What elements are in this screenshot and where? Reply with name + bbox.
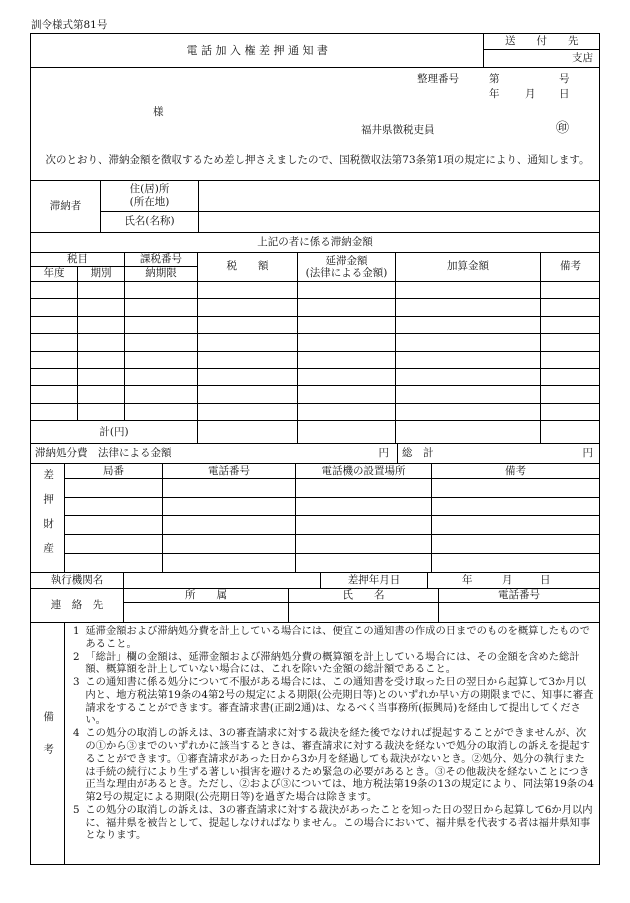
table-cell <box>296 554 432 573</box>
table-cell <box>396 282 541 299</box>
table-cell <box>125 282 198 299</box>
notes-section <box>31 623 599 864</box>
go-label: 号 <box>559 73 570 85</box>
table-cell <box>125 404 198 421</box>
contact-label: 連 絡 先 <box>31 589 124 622</box>
table-cell <box>541 317 600 334</box>
table-cell <box>396 352 541 369</box>
amount-table <box>31 253 599 444</box>
col-due-date: 納期限 <box>125 267 198 282</box>
table-cell <box>78 282 125 299</box>
table-cell <box>432 479 599 498</box>
col-tax-amount: 税 額 <box>198 253 298 282</box>
table-cell <box>125 317 198 334</box>
table-cell <box>78 369 125 386</box>
total-late <box>298 421 396 443</box>
year-label: 年 <box>489 88 500 100</box>
reference-number-label: 整理番号 <box>417 73 459 85</box>
notice-form <box>30 33 600 865</box>
contact-name: 氏 名 <box>289 589 439 602</box>
taxpayer-section <box>31 181 599 233</box>
col-station: 局番 <box>65 464 163 479</box>
table-cell <box>298 352 396 369</box>
note-item: 2 「総計」欄の金額は、延滞金額および滞納処分費の概算額を計上している場合には、その金額を含めた総計額、概算額を計上していない場合には、これを除いた金額の総計額であること。 <box>73 650 580 676</box>
table-cell <box>65 516 163 535</box>
seized-table <box>65 464 599 572</box>
table-cell <box>78 334 125 351</box>
col-period: 期別 <box>78 267 125 282</box>
table-cell <box>65 554 163 573</box>
note-item: 3 この通知書に係る処分について不服がある場合には、この通知書を受け取った日の翌日から起算して3か月以内と、地方税法第19条の4第2号の規定による期限(公売期日等)とのいずれか早い方の期限までに、知事に審査請求をすることができます。審査請求書(正副2通)は、なるべく当事務所(振興局)を経由して提出してください。 <box>73 676 594 727</box>
seized-section <box>31 464 599 573</box>
table-cell <box>541 299 600 316</box>
header-block <box>31 68 599 181</box>
table-cell <box>198 369 298 386</box>
table-cell <box>31 317 78 334</box>
note-item: 4 この処分の取消しの訴えは、3の審査請求に対する裁決を経た後でなければ提起することができませんが、次の①から③までのいずれかに該当するときは、審査請求に対する裁決を経ないで処分の取消しの訴えを提起することができます。①審査請求があった日から3か月を経過しても裁決がないとき。②処分、処分の執行または手続の続行により生ずる著しい損害を避けるため緊急の必要があるとき。③その他裁決を経ないことにつき正当な理由があるとき。ただし、②および③については、地方税法第19条の13の規定により、同法第19条の4第2号の規定による期限(公売期日等)を過ぎた場合は除きます。 <box>73 727 594 804</box>
amount-heading: 上記の者に係る滞納金額 <box>31 233 599 253</box>
table-cell <box>432 554 599 573</box>
table-cell <box>296 498 432 517</box>
col-added-amount: 加算金額 <box>396 253 541 282</box>
address-value <box>199 181 599 211</box>
table-cell <box>432 498 599 517</box>
table-cell <box>125 369 198 386</box>
recipient-sama: 様 <box>153 106 164 118</box>
col-seized-remarks: 備考 <box>432 464 599 479</box>
table-cell <box>298 369 396 386</box>
table-cell <box>541 369 600 386</box>
contact-phone: 電話番号 <box>498 589 540 602</box>
table-cell <box>198 282 298 299</box>
disposal-fee: 滞納処分費 法律による金額 円 <box>31 444 398 463</box>
table-cell <box>198 404 298 421</box>
table-cell <box>198 352 298 369</box>
table-cell <box>65 479 163 498</box>
total-added <box>396 421 541 443</box>
form-title: 電 話 加 入 権 差 押 通 知 書 <box>31 34 484 67</box>
exec-agency-value <box>124 573 321 588</box>
seal-mark: ㊞ <box>556 121 570 136</box>
table-cell <box>125 386 198 403</box>
table-cell <box>541 386 600 403</box>
table-cell <box>298 404 396 421</box>
table-cell <box>31 282 78 299</box>
table-cell <box>298 282 396 299</box>
total-tax <box>198 421 298 443</box>
table-cell <box>31 334 78 351</box>
table-cell <box>125 334 198 351</box>
table-cell <box>78 352 125 369</box>
fees-row <box>31 444 599 464</box>
table-cell <box>396 404 541 421</box>
seizure-date-label: 差押年月日 <box>321 573 428 588</box>
table-cell <box>78 299 125 316</box>
table-cell <box>65 498 163 517</box>
table-cell <box>65 535 163 554</box>
notes-label: 備考 <box>31 623 65 864</box>
intro-text: 次のとおり、滞納金額を徴収するため差し押さえましたので、国税徴収法第73条第1項の規定により、通知します。 <box>45 154 590 166</box>
exec-agency-label: 執行機関名 <box>31 573 124 588</box>
contact-row <box>31 589 599 623</box>
table-cell <box>78 386 125 403</box>
send-to-label: 送 付 先 <box>484 34 599 50</box>
table-cell <box>396 334 541 351</box>
total-label: 計(円) <box>31 421 198 443</box>
table-cell <box>396 369 541 386</box>
title-row <box>31 34 599 68</box>
col-install-place: 電話機の設置場所 <box>296 464 432 479</box>
send-to-box <box>484 34 599 67</box>
day-label: 日 <box>559 88 570 100</box>
table-cell <box>125 299 198 316</box>
tax-officer: 福井県徴税吏員 <box>361 124 435 136</box>
dai-label: 第 <box>489 73 500 85</box>
seized-label: 差押財産 <box>31 464 65 572</box>
table-cell <box>31 299 78 316</box>
table-cell <box>31 369 78 386</box>
col-fiscal-year: 年度 <box>31 267 78 282</box>
name-label: 氏名(名称) <box>101 212 199 232</box>
execution-row <box>31 573 599 589</box>
send-to-branch: 支店 <box>572 51 593 64</box>
name-value <box>199 212 599 232</box>
table-cell <box>296 535 432 554</box>
table-cell <box>432 516 599 535</box>
contact-dept: 所 属 <box>124 589 289 602</box>
table-cell <box>298 317 396 334</box>
table-cell <box>541 282 600 299</box>
note-item: 1 延滞金額および滞納処分費を計上している場合には、便宜この通知書の作成の日までのものを概算したものであること。 <box>73 625 590 650</box>
col-remarks: 備考 <box>541 253 600 282</box>
table-cell <box>198 299 298 316</box>
grand-total: 総 計 円 <box>402 447 593 460</box>
table-cell <box>298 386 396 403</box>
table-cell <box>163 554 296 573</box>
table-cell <box>298 299 396 316</box>
table-cell <box>163 498 296 517</box>
table-cell <box>78 317 125 334</box>
form-number: 訓令様式第81号 <box>31 19 108 31</box>
total-remarks <box>541 421 600 443</box>
table-cell <box>296 479 432 498</box>
table-cell <box>31 386 78 403</box>
table-cell <box>541 352 600 369</box>
table-cell <box>198 334 298 351</box>
table-cell <box>31 404 78 421</box>
col-zeimoku: 税目 <box>31 253 125 267</box>
table-cell <box>541 334 600 351</box>
col-late-amount: 延滞金額 (法律による金額) <box>298 253 396 282</box>
col-phone-number: 電話番号 <box>163 464 296 479</box>
table-cell <box>541 404 600 421</box>
seizure-date-value: 年 月 日 <box>462 574 551 587</box>
table-cell <box>432 535 599 554</box>
table-cell <box>396 299 541 316</box>
taxpayer-label: 滞納者 <box>31 181 101 232</box>
table-cell <box>296 516 432 535</box>
table-cell <box>198 386 298 403</box>
table-cell <box>163 479 296 498</box>
col-kazei-number: 課税番号 <box>125 253 198 267</box>
table-cell <box>78 404 125 421</box>
notes-list <box>65 623 599 864</box>
table-cell <box>198 317 298 334</box>
note-item: 5 この処分の取消しの訴えは、3の審査請求に対する裁決があったことを知った日の翌日から起算して6か月以内に、福井県を被告として、提起しなければなりません。この場合において、福井県を代表する者は福井県知事となります。 <box>73 803 593 842</box>
table-cell <box>125 352 198 369</box>
table-cell <box>31 352 78 369</box>
table-cell <box>163 516 296 535</box>
month-label: 月 <box>525 88 536 100</box>
table-cell <box>298 334 396 351</box>
table-cell <box>396 386 541 403</box>
table-cell <box>396 317 541 334</box>
address-label: 住(居)所 (所在地) <box>101 181 199 211</box>
table-cell <box>163 535 296 554</box>
